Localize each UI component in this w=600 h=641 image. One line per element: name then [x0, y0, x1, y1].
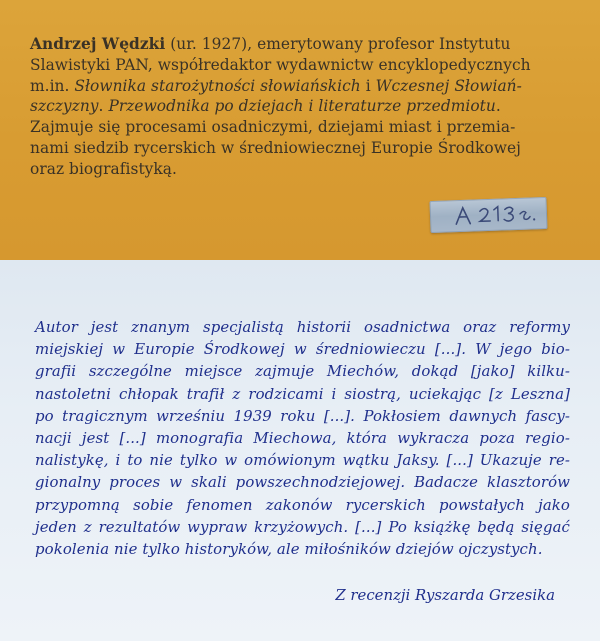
review-panel	[0, 260, 600, 641]
bio-line-4: szczyzny. Przewodnika po dziejach i literaturze przedmiotu.	[30, 97, 501, 116]
book-title-slownik: Słownika starożytności słowiańskich	[74, 76, 361, 95]
review-line: po tragicznym wrześniu 1939 roku [...]. Pokłosiem dawnych fascy-	[35, 406, 570, 425]
book-title-wczesna: Wczesnej Słowiań-	[375, 76, 522, 95]
review-line: grafii szczególne miejsce zajmuje Miechów, dokąd [jako] kilku-	[35, 362, 570, 381]
review-line: nalistykę, i to nie tylko w omówionym wątku Jaksy. [...] Ukazuje re-	[35, 451, 570, 470]
review-line: nastoletni chłopak trafił z rodzicami i siostrą, uciekając [z Leszna]	[35, 384, 570, 403]
bio-line-7: oraz biografistyką.	[30, 159, 177, 178]
review-line: miejskiej w Europie Środkowej w średniowieczu [...]. W jego bio-	[35, 340, 570, 359]
library-stamp-label	[429, 197, 547, 233]
review-line: jeden z rezultatów wypraw krzyżowych. [...] Po książkę będą sięgać	[35, 517, 570, 536]
review-attribution: Z recenzji Ryszarda Grzesika	[335, 586, 555, 604]
author-bio-text	[30, 34, 565, 180]
book-title-przewodnik: Przewodnika po dziejach i literaturze przedmiotu	[108, 97, 496, 116]
review-line: Autor jest znanym specjalistą historii osadnictwa oraz reformy	[35, 318, 570, 336]
author-name: Andrzej Wędzki	[30, 35, 166, 53]
review-line: przypomną sobie fenomen zakonów rycerskich powstałych jako	[35, 495, 570, 514]
review-line: pokolenia nie tylko historyków, ale miłośników dziejów ojczystych.	[35, 540, 543, 559]
bio-line-3: m.in. Słownika starożytności słowiańskich i Wczesnej Słowiań-	[30, 76, 522, 95]
review-line: nacji jest [...] monografia Miechowa, która wykracza poza regio-	[35, 429, 570, 448]
bio-line-5: Zajmuje się procesami osadniczymi, dziejami miast i przemia-	[30, 118, 516, 137]
review-quote	[35, 316, 570, 560]
stamp-handwriting	[429, 197, 547, 233]
bio-line-2: Slawistyki PAN, współredaktor wydawnictw encyklopedycznych	[30, 55, 531, 74]
bio-line-1: Andrzej Wędzki (ur. 1927), emerytowany profesor Instytutu	[30, 35, 511, 53]
review-line: gionalny proces w skali powszechnodziejowej. Badacze klasztorów	[35, 473, 570, 492]
bio-line-6: nami siedzib rycerskich w średniowiecznej Europie Środkowej	[30, 138, 521, 157]
author-bio-panel	[0, 0, 600, 260]
